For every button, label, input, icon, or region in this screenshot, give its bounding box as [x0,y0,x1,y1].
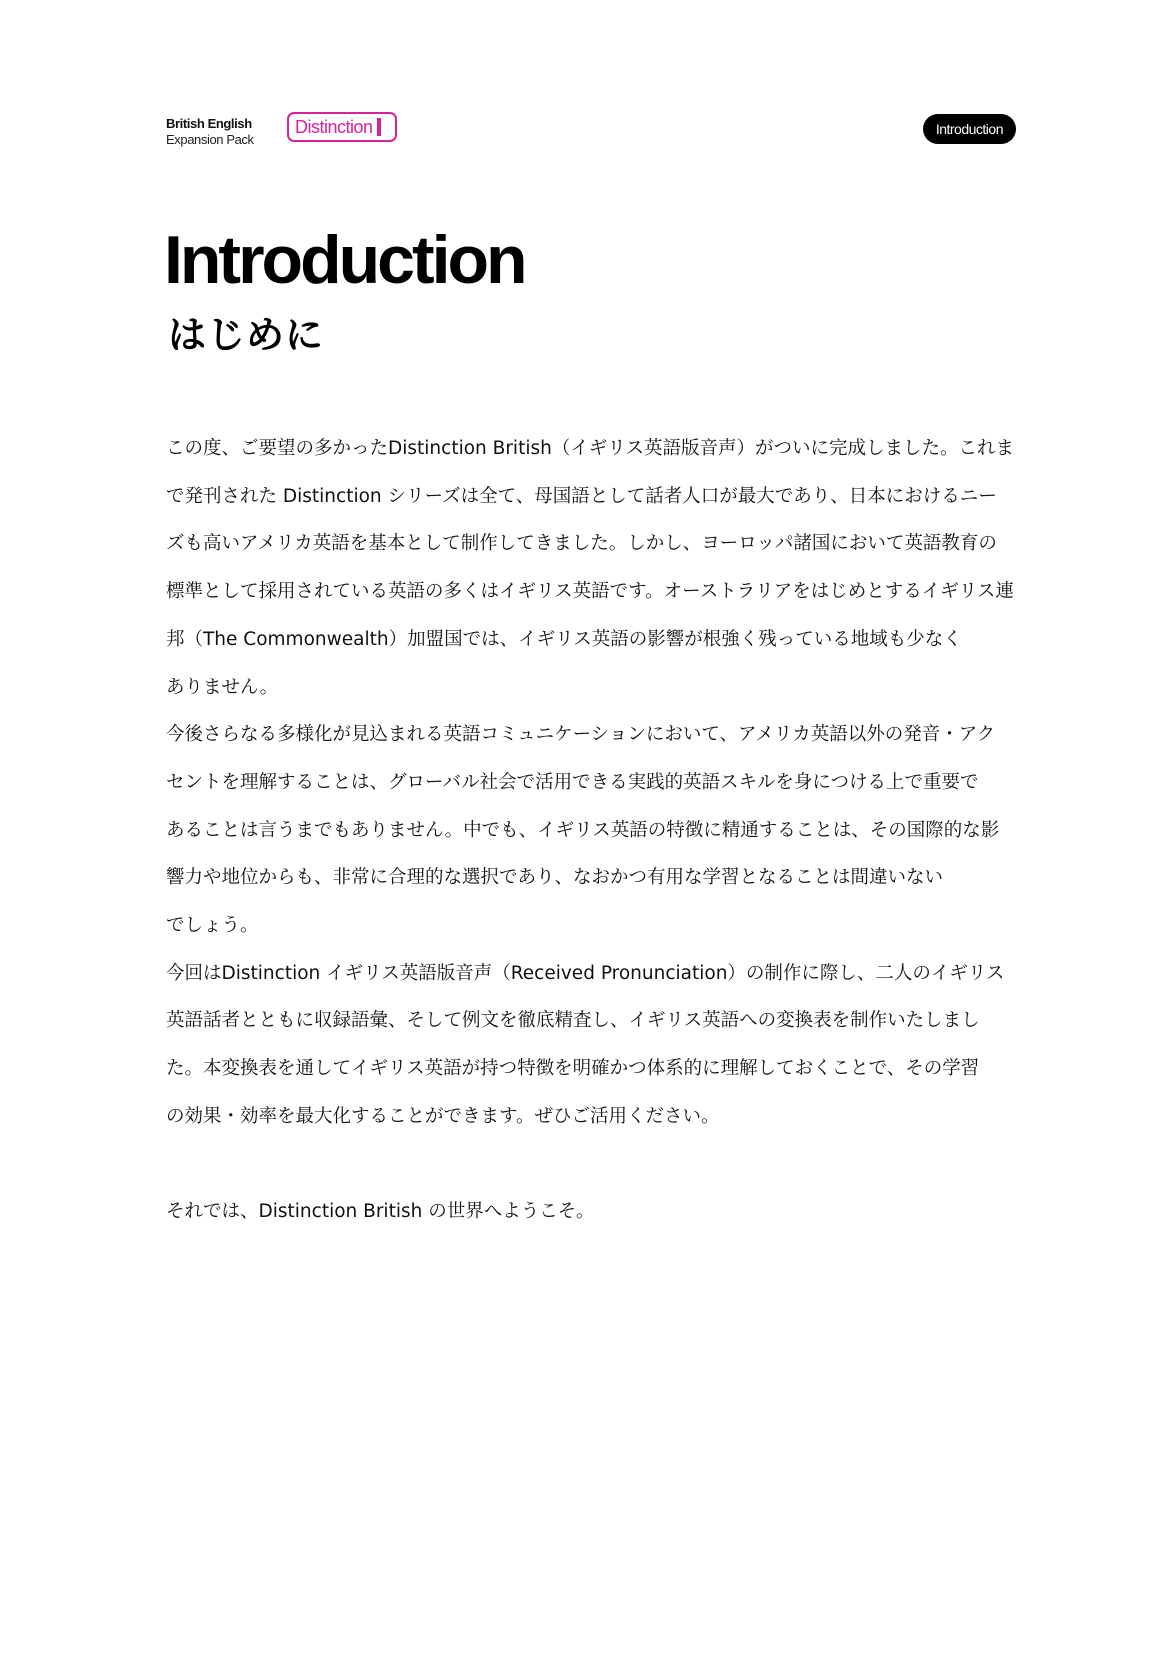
body-line: 今回はDistinction イギリス英語版音声（Received Pronunciation）の制作に際し、二人のイギリス [166,962,1005,984]
body-line: の効果・効率を最大化することができます。ぜひご活用ください。 [166,1105,720,1127]
pack-label [166,116,254,148]
page-subtitle: はじめに [168,313,325,357]
page-header [166,112,1016,152]
distinction-logo [287,112,397,142]
body-line: ありません。 [166,676,279,698]
body-line: あることは言うまでもありません。中でも、イギリス英語の特徴に精通することは、その国際的な影 [166,819,1000,841]
section-badge: Introduction [923,114,1016,144]
body-line: 響力や地位からも、非常に合理的な選択であり、なおかつ有用な学習となることは間違いない [166,867,944,889]
pack-label-line2: Expansion Pack [166,132,254,147]
body-line: でしょう。 [166,915,259,937]
page-title: Introduction [164,222,525,298]
logo-bar-icon [377,118,381,136]
body-line: 今後さらなる多様化が見込まれる英語コミュニケーションにおいて、アメリカ英語以外の発音・アク [166,724,996,746]
body-line: 標準として採用されている英語の多くはイギリス英語です。オーストラリアをはじめとするイギリス連 [166,581,1014,603]
body-line: た。本変換表を通してイギリス英語が持つ特徴を明確かつ体系的に理解しておくことで、その学習 [166,1058,980,1080]
body-text [166,425,1016,1236]
body-line: セントを理解することは、グローバル社会で活用できる実践的英語スキルを身につける上で重要で [166,771,979,793]
body-line: 邦（The Commonwealth）加盟国では、イギリス英語の影響が根強く残っている地域も少なく [166,628,962,650]
body-line: で発刊された Distinction シリーズは全て、母国語として話者人口が最大であり、日本におけるニー [166,485,997,507]
body-line: この度、ご要望の多かったDistinction British（イギリス英語版音声）がついに完成しました。これま [166,438,1014,459]
body-line: ズも高いアメリカ英語を基本として制作してきました。しかし、ヨーロッパ諸国において英語教育の [166,533,997,555]
body-line: 英語話者とともに収録語彙、そして例文を徹底精査し、イギリス英語への変換表を制作いたしまし [166,1010,980,1032]
pack-label-line1: British English [166,116,252,131]
closing-line: それでは、Distinction British の世界へようこそ。 [166,1201,595,1223]
paragraph-gap [166,1141,1016,1189]
logo-text: Distinction [295,116,373,137]
